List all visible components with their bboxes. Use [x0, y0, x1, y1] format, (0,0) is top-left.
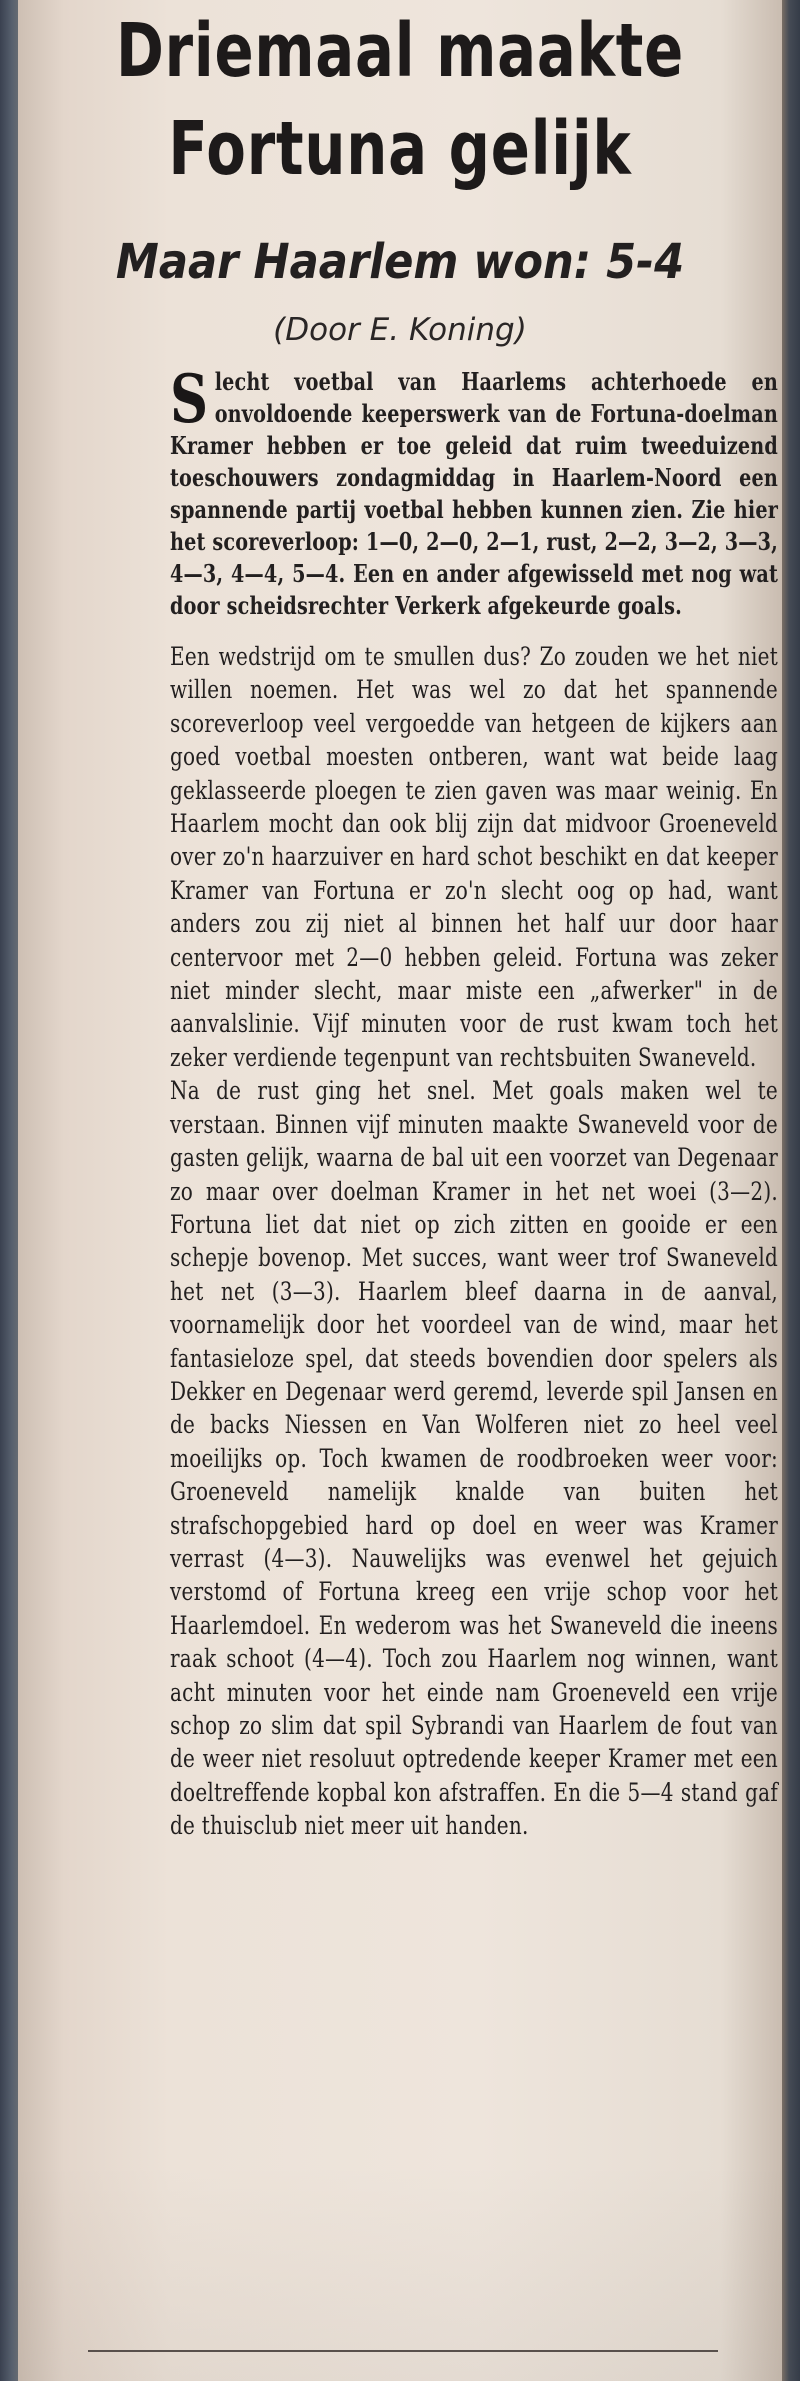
byline: (Door E. Koning) [273, 312, 527, 348]
drop-cap: S [170, 360, 209, 438]
paragraph-first-half: Een wedstrijd om te smullen dus? Zo zouden we het niet willen noemen. Het was wel zo dat het spannende scoreverloop veel vergoedde van hetgeen de kijkers aan goed voetbal moesten ontberen, want wat beide laag geklasseerde ploegen te zien gaven was maar weinig. En Haarlem mocht dan ook blij zijn dat midvoor Groeneveld over zo'n haarzuiver en hard schot beschikt en dat keeper Kramer van Fortuna er zo'n slecht oog op had, want anders zou zij niet al binnen het half uur door haar centervoor met 2—0 hebben geleid. Fortuna was zeker niet minder slecht, maar miste een „afwerker" in de aanvalslinie. Vijf minuten voor de rust kwam toch het zeker verdiende tegenpunt van rechtsbuiten Swaneveld. [170, 642, 778, 1072]
lead-text: lecht voetbal van Haarlems achterhoede en onvoldoende keeperswerk van de Fortuna-doelman Kramer hebben er toe geleid dat ruim tweeduizend toeschouwers zondagmiddag in Haarlem-Noord een spannende partij voetbal hebben kunnen zien. Zie hier het scoreverloop: 1—0, 2—0, 2—1, rust, 2—2, 3—2, 3—3, 4—3, 4—4, 5—4. Een en ander afgewisseld met nog wat door scheidsrechter Verkerk afgekeurde goals. [170, 367, 778, 620]
bottom-rule [88, 2350, 718, 2352]
background-left [0, 0, 20, 2381]
subheadline: Maar Haarlem won: 5-4 [115, 234, 685, 290]
paragraph-second-half: Na de rust ging het snel. Met goals maken wel te verstaan. Binnen vijf minuten maakte Swaneveld voor de gasten gelijk, waarna de bal uit een voorzet van Degenaar zo maar over doelman Kramer in het net woei (3—2). Fortuna liet dat niet op zich zitten en gooide er een schepje bovenop. Met succes, want weer trof Swaneveld het net (3—3). Haarlem bleef daarna in de aanval, voornamelijk door het voordeel van de wind, maar het fantasieloze spel, dat steeds bovendien door spelers als Dekker en Degenaar werd geremd, leverde spil Jansen en de backs Niessen en Van Wolferen niet zo heel veel moeilijks op. Toch kwamen de roodbroeken weer voor: Groeneveld namelijk knalde van buiten het strafschopgebied hard op doel en weer was Kramer verrast (4—3). Nauwelijks was evenwel het gejuich verstomd of Fortuna kreeg een vrije schop voor het Haarlemdoel. En wederom was het Swaneveld die ineens raak schoot (4—4). Toch zou Haarlem nog winnen, want acht minuten voor het einde nam Groeneveld een vrije schop zo slim dat spil Sybrandi van Haarlem de fout van de weer niet resoluut optredende keeper Kramer met een doeltreffende kopbal kon afstraffen. En die 5—4 stand gaf de thuisclub niet meer uit handen. [170, 1076, 778, 1841]
lead-paragraph [170, 360, 778, 622]
headline-line-2: Fortuna gelijk [168, 106, 632, 192]
newspaper-clipping [18, 0, 782, 2381]
background-right [782, 0, 800, 2381]
headline-line-1: Driemaal maakte [115, 8, 685, 94]
article-body [170, 360, 778, 1843]
